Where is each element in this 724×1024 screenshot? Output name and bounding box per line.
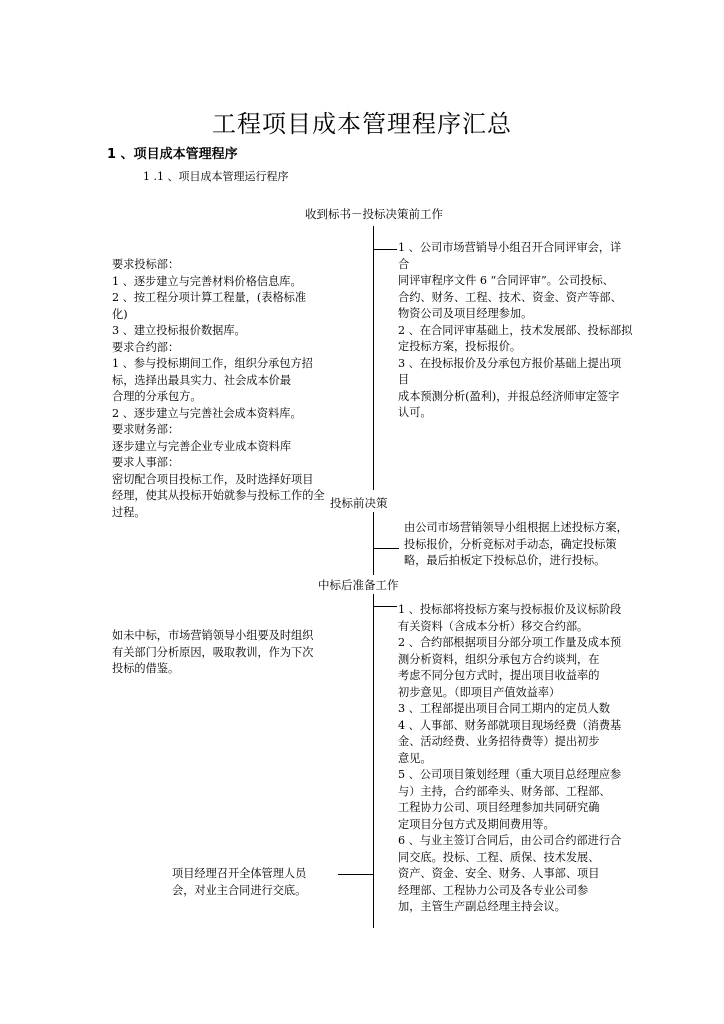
right-block-2: [404, 520, 628, 570]
text-line: 3 、工程部提出项目合同工期内的定员人数: [398, 702, 611, 715]
right-block-3: [398, 602, 621, 916]
text-line: 2 、合约部根据项目分部分项工作量及成本预: [398, 636, 622, 649]
text-line: 6 、与业主签订合同后，由公司合约部进行合: [398, 834, 622, 847]
text-line: 由公司市场营销领导小组根据上述投标方案，: [404, 521, 628, 534]
text-line: 初步意见。（即项目产值效益率）: [398, 685, 561, 699]
text-line: 认可。: [398, 406, 432, 419]
text-line: 测分析资料，组织分承包方合约谈判，在: [398, 652, 600, 666]
flow-line-3: [373, 594, 374, 928]
text-line: 定项目分包方式及期间费用等。: [398, 817, 555, 831]
text-line: 资产、资金、安全、财务、人事部、项目: [398, 867, 600, 880]
text-line: 合: [398, 257, 410, 271]
text-line: 逐步建立与完善企业专业成本资料库: [112, 439, 292, 453]
text-line: 意见。: [398, 751, 432, 765]
text-line: 要求合约部：: [112, 340, 180, 354]
text-line: 4 、人事部、财务部就项目现场经费（消费基: [398, 718, 622, 732]
sub-heading: 1 .1 、项目成本管理运行程序: [143, 170, 289, 183]
flow-line-2: [373, 512, 374, 575]
text-line: 略，最后拍板定下投标总价，进行投标。: [404, 554, 606, 567]
stage-3-heading: 中标后准备工作: [318, 578, 399, 592]
text-line: 有关部门分析原因，吸取教训，作为下次: [112, 645, 314, 659]
flow-line-1: [373, 226, 374, 490]
page-title: 工程项目成本管理程序汇总: [212, 110, 512, 138]
connector-left-4: [338, 874, 373, 875]
text-line: 成本预测分析(盈利)，并报总经济师审定签字: [398, 389, 620, 403]
text-line: 与）主持，合约部牵头、财务部、工程部、: [398, 784, 611, 798]
text-line: 合约、财务、工程、技术、资金、资产等部、: [398, 290, 622, 304]
text-line: 投标的借鉴。: [112, 662, 180, 675]
text-line: 投标报价，分析竞标对手动态，确定投标策: [404, 537, 617, 551]
text-line: 工程协力公司、项目经理参加共同研究确: [398, 801, 600, 814]
text-line: 同评审程序文件 6 “合同评审”。公司投标、: [398, 274, 614, 287]
connector-right-3: [373, 606, 397, 607]
text-line: 1 、逐步建立与完善材料价格信息库。: [112, 274, 302, 288]
stage-1-heading: 收到标书－投标决策前工作: [305, 207, 443, 221]
connector-right-2: [373, 548, 399, 549]
text-line: 1 、公司市场营销导小组召开合同评审会，详: [398, 241, 622, 254]
text-line: 密切配合项目投标工作，及时选择好项目: [112, 472, 314, 486]
text-line: 合理的分承包方。: [112, 390, 202, 403]
text-line: 考虑不同分包方式时，提出项目收益率的: [398, 669, 600, 682]
text-line: 如未中标，市场营销领导小组要及时组织: [112, 629, 314, 642]
left-block-4: [172, 866, 306, 899]
text-line: 经理，使其从投标开始就参与投标工作的全: [112, 489, 325, 502]
text-line: 化): [112, 307, 128, 321]
text-line: 金、活动经费、业务招待费等）提出初步: [398, 735, 600, 748]
text-line: 会，对业主合同进行交底。: [172, 883, 307, 897]
text-line: 2 、逐步建立与完善社会成本资料库。: [112, 406, 302, 420]
text-line: 3 、在投标报价及分承包方报价基础上提出项: [398, 356, 622, 370]
text-line: 5 、公司项目策划经理（重大项目总经理应参: [398, 768, 622, 781]
text-line: 要求人事部：: [112, 456, 180, 469]
text-line: 目: [398, 373, 410, 386]
text-line: 1 、参与投标期间工作，组织分承包方招: [112, 357, 313, 370]
text-line: 要求投标部：: [112, 258, 180, 271]
text-line: 物资公司及项目经理参加。: [398, 307, 533, 320]
text-line: 定投标方案，投标报价。: [398, 340, 522, 353]
connector-right-1: [373, 249, 397, 250]
text-line: 2 、按工程分项计算工程量，(表格标准: [112, 291, 307, 304]
left-block-3: [112, 628, 313, 678]
text-line: 2 、在合同评审基础上，技术发展部、投标部拟: [398, 323, 633, 337]
text-line: 标，选择出最具实力、社会成本价最: [112, 373, 292, 387]
text-line: 经理部、工程协力公司及各专业公司参: [398, 883, 589, 897]
left-block-1: [112, 257, 325, 521]
text-line: 过程。: [112, 505, 146, 519]
text-line: 加，主管生产副总经理主持会议。: [398, 900, 566, 913]
section-heading: 1 、项目成本管理程序: [107, 147, 238, 162]
text-line: 要求财务部：: [112, 423, 180, 436]
stage-2-heading: 投标前决策: [330, 496, 388, 510]
right-block-1: [398, 240, 632, 422]
text-line: 1 、投标部将投标方案与投标报价及议标阶段: [398, 603, 622, 616]
text-line: 有关资料（含成本分析）移交合约部。: [398, 619, 589, 633]
text-line: 同交底。投标、工程、质保、技术发展、: [398, 850, 600, 864]
text-line: 项目经理召开全体管理人员: [172, 867, 307, 880]
text-line: 3 、建立投标报价数据库。: [112, 324, 246, 337]
